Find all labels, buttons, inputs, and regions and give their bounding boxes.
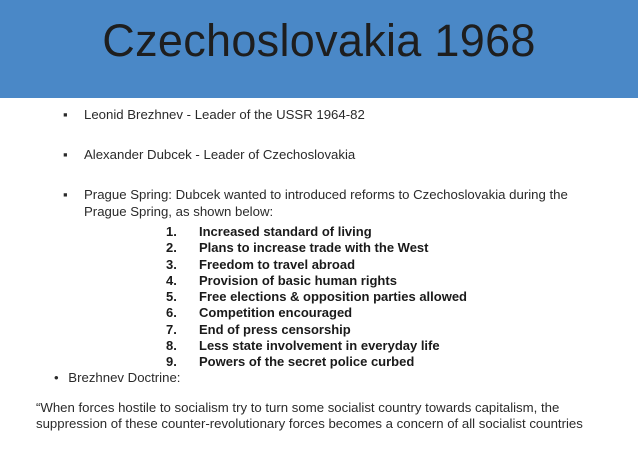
reform-number: 4. [166, 272, 177, 288]
bullet-text: Leonid Brezhnev - Leader of the USSR 1964-82 [84, 107, 365, 122]
reform-item [166, 224, 467, 240]
reform-number: 3. [166, 256, 177, 272]
reform-text: Powers of the secret police curbed [199, 354, 415, 370]
reform-text: Less state involvement in everyday life [199, 338, 440, 354]
bullet-marker: ▪ [63, 187, 68, 202]
reform-number: 6. [166, 305, 177, 321]
reform-item [166, 289, 467, 305]
bullet-marker: ▪ [63, 107, 68, 122]
reform-item [166, 257, 467, 273]
reform-text: Free elections & opposition parties allowed [199, 289, 467, 305]
reforms-list [166, 224, 467, 371]
reform-number: 7. [166, 321, 177, 337]
reform-text: Competition encouraged [199, 305, 353, 321]
reform-item [166, 354, 467, 370]
bullet-brezhnev [63, 106, 365, 123]
reform-text: End of press censorship [199, 321, 351, 337]
reform-item [166, 305, 467, 321]
bullet-text: Brezhnev Doctrine: [68, 370, 181, 385]
reform-number: 5. [166, 289, 177, 305]
reform-text: Provision of basic human rights [199, 272, 397, 288]
bullet-dubcek [63, 146, 356, 163]
reform-item [166, 338, 467, 354]
bullet-brezhnev-doctrine [54, 370, 180, 385]
reform-item [166, 273, 467, 289]
slide-title: Czechoslovakia 1968 [102, 15, 536, 66]
reform-text: Plans to increase trade with the West [199, 240, 429, 256]
bullet-text: Prague Spring: Dubcek wanted to introduced reforms to Czechoslovakia during the Prague Spring, as shown below: [84, 187, 568, 219]
reform-number: 1. [166, 224, 177, 239]
reform-number: 9. [166, 354, 177, 370]
doctrine-quote: “When forces hostile to socialism try to turn some socialist country towards capitalism, the suppression of these counter-revolutionary forces becomes a concern of all socialist countries [36, 400, 583, 431]
reform-item [166, 240, 467, 256]
bullet-marker: • [54, 370, 59, 385]
bullet-marker: ▪ [63, 147, 68, 162]
reform-text: Freedom to travel abroad [199, 256, 356, 272]
reform-text: Increased standard of living [199, 224, 372, 239]
bullet-text: Alexander Dubcek - Leader of Czechoslovakia [84, 147, 356, 162]
bullet-prague-spring [63, 186, 584, 220]
reform-number: 2. [166, 240, 177, 256]
reform-number: 8. [166, 338, 177, 354]
reform-item [166, 322, 467, 338]
